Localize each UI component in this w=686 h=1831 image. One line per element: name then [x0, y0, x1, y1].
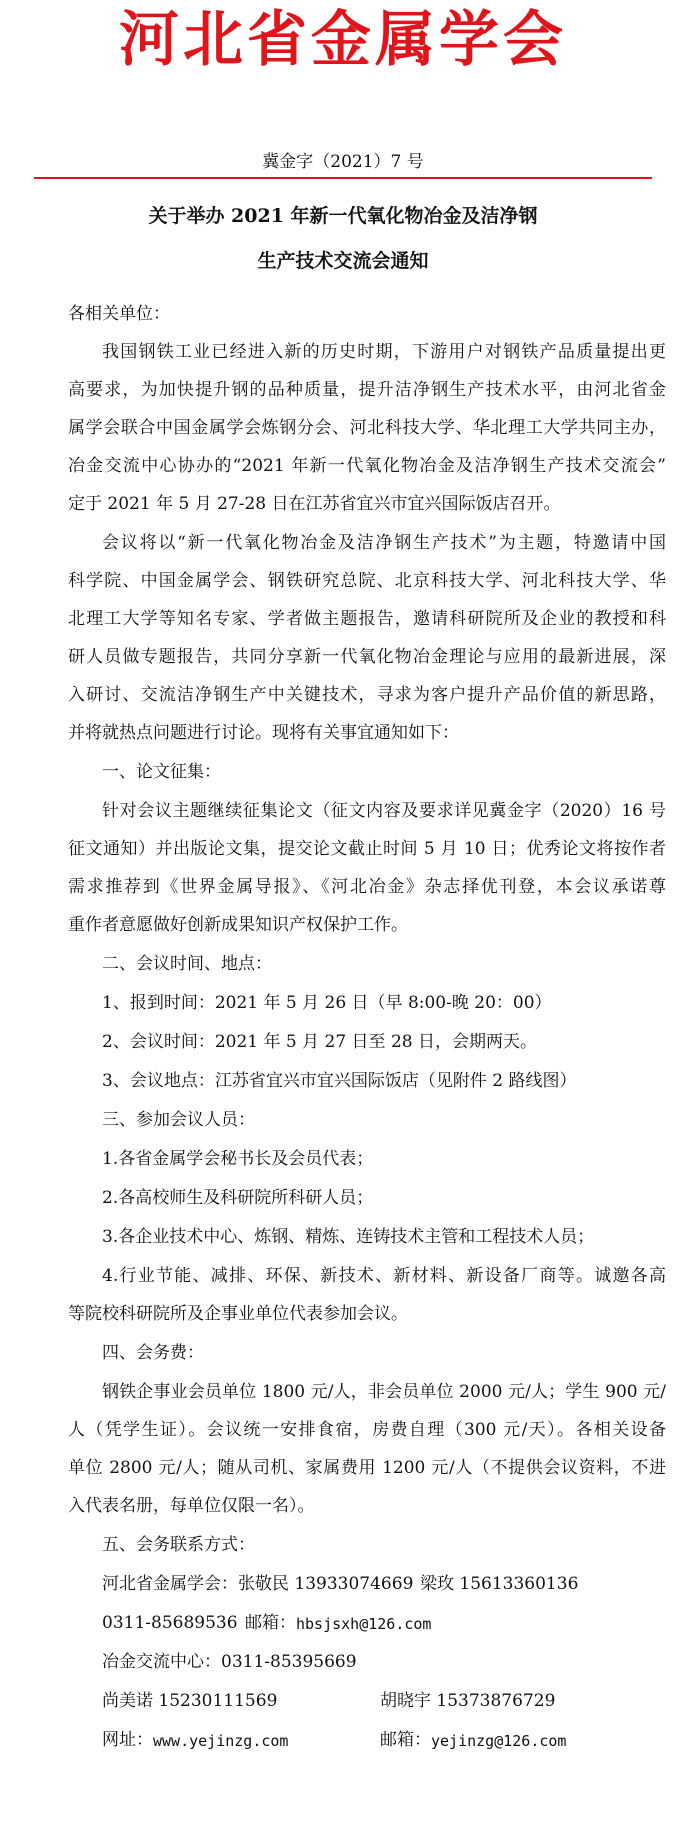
attendee-item: 4.行业节能、减排、环保、新技术、新材料、新设备厂商等。诚邀各高 — [102, 1266, 666, 1286]
theme-line: 北理工大学等知名专家、学者做主题报告，邀请科研院所及企业的教授和科 — [68, 609, 666, 629]
contact-hebei-email[interactable]: hbsjsxh@126.com — [296, 1615, 432, 1633]
document-title-line-1: 关于举办 2021 年新一代氧化物冶金及洁净钢 — [148, 205, 538, 227]
document-title-line-2: 生产技术交流会通知 — [257, 250, 429, 272]
attendee-item: 3.各企业技术中心、炼钢、精炼、连铸技术主管和工程技术人员； — [102, 1227, 595, 1247]
papers-line: 征文通知）并出版论文集，提交论文截止时间 5 月 10 日；优秀论文将按作者 — [68, 839, 666, 859]
website-link[interactable]: www.yejinzg.com — [153, 1732, 289, 1750]
time-place-item: 1、报到时间：2021 年 5 月 26 日（早 8:00-晚 20：00） — [102, 993, 552, 1013]
time-place-item: 2、会议时间：2021 年 5 月 27 日至 28 日，会期两天。 — [102, 1032, 537, 1052]
fees-line: 入代表名册，每单位仅限一名）。 — [68, 1496, 315, 1516]
theme-line: 研人员做专题报告，共同分享新一代氧化物冶金理论与应用的最新进展，深 — [68, 647, 666, 667]
contact-person-a: 尚美诺 15230111569 — [102, 1691, 278, 1711]
intro-line: 高要求，为加快提升钢的品种质量，提升洁净钢生产技术水平，由河北省金 — [68, 380, 666, 400]
org-letterhead: 河北省金属学会 — [119, 5, 567, 75]
intro-line: 我国钢铁工业已经进入新的历史时期，下游用户对钢铁产品质量提出更 — [102, 342, 666, 362]
attendee-item: 1.各省金属学会秘书长及会员代表； — [102, 1149, 374, 1169]
contact-hebei: 河北省金属学会：张敬民 13933074669 — [102, 1574, 414, 1594]
section-heading-time-place: 二、会议时间、地点： — [102, 954, 272, 974]
section-heading-contacts: 五、会务联系方式： — [102, 1535, 255, 1555]
fees-line: 钢铁企事业会员单位 1800 元/人，非会员单位 2000 元/人；学生 900 元/ — [102, 1382, 666, 1402]
contact-hebei-second: 梁玫 15613360136 — [420, 1574, 579, 1594]
theme-line: 入研讨、交流洁净钢生产中关键技术，寻求为客户提升产品价值的新思路， — [68, 685, 666, 705]
website-label: 网址： — [102, 1730, 153, 1750]
papers-line: 需求推荐到《世界金属导报》、《河北冶金》杂志择优刊登，本会议承诺尊 — [68, 877, 666, 897]
attendee-item: 2.各高校师生及科研院所科研人员； — [102, 1188, 374, 1208]
intro-line: 属学会联合中国金属学会炼钢分会、河北科技大学、华北理工大学共同主办， — [68, 418, 666, 438]
mail-label: 邮箱： — [380, 1730, 431, 1750]
section-heading-papers: 一、论文征集： — [102, 762, 221, 782]
section-heading-fees: 四、会务费： — [102, 1343, 204, 1363]
theme-line: 并将就热点问题进行讨论。现将有关事宜通知如下： — [68, 723, 459, 743]
mail-address[interactable]: yejinzg@126.com — [431, 1732, 567, 1750]
document-number: 冀金字（2021）7 号 — [262, 152, 424, 172]
fees-line: 人（凭学生证）。会议统一安排食宿，房费自理（300 元/天）。各相关设备 — [68, 1420, 666, 1440]
fees-line: 单位 2800 元/人；随从司机、家属费用 1200 元/人（不提供会议资料，不进 — [68, 1458, 666, 1478]
intro-line: 冶金交流中心协办的“2021 年新一代氧化物冶金及洁净钢生产技术交流会” — [68, 456, 666, 476]
theme-line: 科学院、中国金属学会、钢铁研究总院、北京科技大学、河北科技大学、华 — [68, 571, 666, 591]
section-heading-attendees: 三、参加会议人员： — [102, 1110, 255, 1130]
papers-line: 针对会议主题继续征集论文（征文内容及要求详见冀金字（2020）16 号 — [102, 801, 666, 821]
intro-line: 定于 2021 年 5 月 27-28 日在江苏省宜兴市宜兴国际饭店召开。 — [68, 494, 561, 514]
papers-line: 重作者意愿做好创新成果知识产权保护工作。 — [68, 915, 408, 935]
contact-center: 冶金交流中心：0311-85395669 — [102, 1652, 357, 1672]
contact-person-b: 胡晓宇 15373876729 — [380, 1691, 556, 1711]
theme-line: 会议将以“新一代氧化物冶金及洁净钢生产技术”为主题，特邀请中国 — [102, 533, 666, 553]
time-place-item: 3、会议地点：江苏省宜兴市宜兴国际饭店（见附件 2 路线图） — [102, 1071, 577, 1091]
red-divider — [34, 177, 652, 179]
contact-hebei-email-label: 邮箱： — [245, 1613, 296, 1633]
contact-hebei-phone: 0311-85689536 — [102, 1613, 238, 1633]
salutation: 各相关单位： — [68, 304, 170, 324]
attendee-item: 等院校科研院所及企事业单位代表参加会议。 — [68, 1304, 408, 1324]
